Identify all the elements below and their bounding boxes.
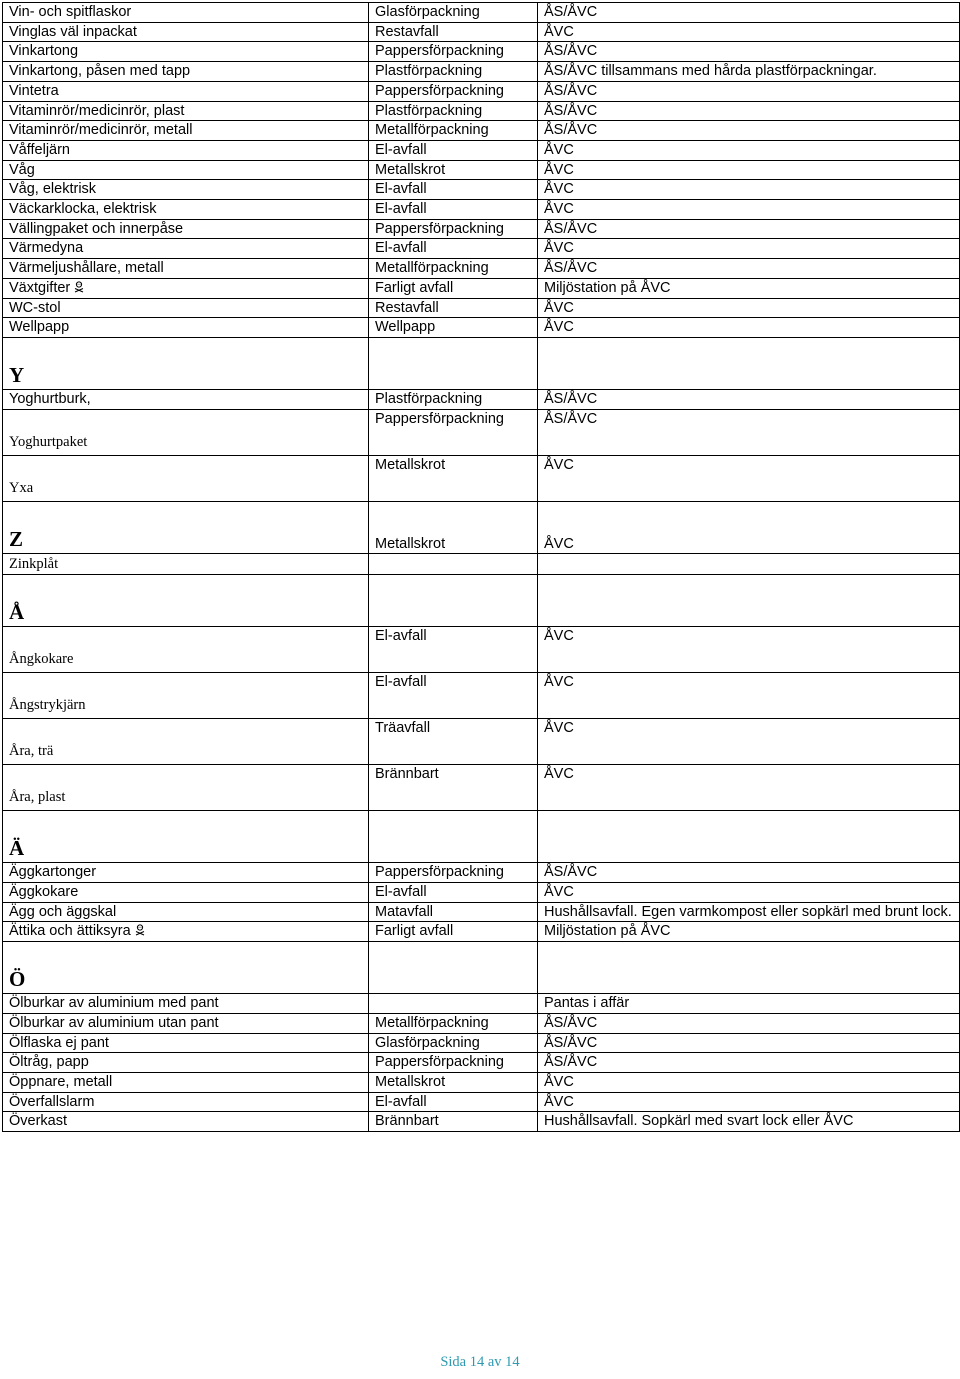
table-row <box>3 22 960 42</box>
item-name: Åra, plast <box>9 789 66 806</box>
section-heading-cell <box>3 337 369 389</box>
section-oe <box>3 942 960 1132</box>
section-z <box>3 501 960 575</box>
disposal-location: ÅS/ÅVC <box>538 81 960 101</box>
item-name: Ångstrykjärn <box>9 697 86 714</box>
item-name: Vitaminrör/medicinrör, plast <box>3 101 369 121</box>
disposal-location: ÅVC <box>538 719 960 765</box>
item-name: Våg, elektrisk <box>3 180 369 200</box>
section-heading-row <box>3 501 960 554</box>
item-name: Vällingpaket och innerpåse <box>3 219 369 239</box>
item-name: Äggkartonger <box>3 863 369 883</box>
item-name-cell <box>3 554 369 575</box>
waste-category: Farligt avfall <box>369 278 538 298</box>
table-row <box>3 42 960 62</box>
item-name-cell <box>3 409 369 455</box>
item-name: Överfallslarm <box>3 1092 369 1112</box>
waste-category: Plastförpackning <box>369 101 538 121</box>
table-row <box>3 318 960 338</box>
item-name-cell <box>3 719 369 765</box>
disposal-location: Hushållsavfall. Egen varmkompost eller sopkärl med brunt lock. <box>538 902 960 922</box>
section-heading: Ä <box>9 836 25 861</box>
item-name: Åra, trä <box>9 743 54 760</box>
item-name: Ägg och äggskal <box>3 902 369 922</box>
item-name: Vinkartong, påsen med tapp <box>3 62 369 82</box>
item-name: Zinkplåt <box>9 556 59 573</box>
item-name: Öltråg, papp <box>3 1053 369 1073</box>
item-name: Äggkokare <box>3 883 369 903</box>
page-number: Sida 14 av 14 <box>440 1354 520 1370</box>
table-row <box>3 902 960 922</box>
waste-category: Metallskrot <box>369 455 538 501</box>
disposal-location: ÅS/ÅVC <box>538 3 960 23</box>
item-name-cell <box>3 627 369 673</box>
waste-category: Wellpapp <box>369 318 538 338</box>
table-row <box>3 719 960 765</box>
item-name: Yoghurtburk, <box>3 389 369 409</box>
table-row <box>3 455 960 501</box>
waste-category: Metallförpackning <box>369 259 538 279</box>
table-row <box>3 1072 960 1092</box>
table-row <box>3 1013 960 1033</box>
disposal-location: ÅVC <box>538 455 960 501</box>
disposal-location: ÅS/ÅVC <box>538 1013 960 1033</box>
item-name: Växtgifter <box>9 279 71 296</box>
waste-category: El-avfall <box>369 673 538 719</box>
item-name: Öppnare, metall <box>3 1072 369 1092</box>
item-name: Väckarklocka, elektrisk <box>3 200 369 220</box>
disposal-location: ÅVC <box>538 180 960 200</box>
waste-category: Plastförpackning <box>369 62 538 82</box>
waste-category: Pappersförpackning <box>369 1053 538 1073</box>
section-heading: Ö <box>9 967 26 992</box>
section-heading: Y <box>9 362 25 387</box>
waste-category: El-avfall <box>369 140 538 160</box>
item-name: Yoghurtpaket <box>9 433 88 450</box>
item-name-cell <box>3 455 369 501</box>
waste-category: Pappersförpackning <box>369 409 538 455</box>
waste-category: Restavfall <box>369 22 538 42</box>
section-heading-row <box>3 811 960 863</box>
waste-category: El-avfall <box>369 180 538 200</box>
table-row <box>3 160 960 180</box>
item-name: WC-stol <box>3 298 369 318</box>
waste-category: Plastförpackning <box>369 389 538 409</box>
item-name: Ångkokare <box>9 651 74 668</box>
waste-category: Brännbart <box>369 765 538 811</box>
table-row <box>3 140 960 160</box>
waste-category: Glasförpackning <box>369 3 538 23</box>
item-name-cell <box>3 922 369 942</box>
item-name-cell <box>3 765 369 811</box>
disposal-location: ÅVC <box>538 883 960 903</box>
section-heading-row <box>3 942 960 994</box>
disposal-location: ÅS/ÅVC <box>538 42 960 62</box>
section-heading: Z <box>9 526 24 551</box>
table-row <box>3 121 960 141</box>
table-row <box>3 200 960 220</box>
section-y <box>3 337 960 501</box>
waste-category: Metallförpackning <box>369 121 538 141</box>
waste-category <box>369 994 538 1014</box>
item-name: Vintetra <box>3 81 369 101</box>
table-row <box>3 994 960 1014</box>
item-name: Yxa <box>9 479 34 496</box>
waste-category: Matavfall <box>369 902 538 922</box>
item-name: Ölburkar av aluminium med pant <box>3 994 369 1014</box>
table-row <box>3 627 960 673</box>
waste-category: El-avfall <box>369 239 538 259</box>
waste-category: Farligt avfall <box>369 922 538 942</box>
table-row <box>3 1092 960 1112</box>
waste-category: Metallförpackning <box>369 1013 538 1033</box>
item-name: Överkast <box>3 1112 369 1132</box>
table-row <box>3 239 960 259</box>
table-row <box>3 922 960 942</box>
section-ae <box>3 811 960 942</box>
section-heading-cell <box>3 811 369 863</box>
disposal-location: ÅVC <box>538 298 960 318</box>
disposal-location: ÅS/ÅVC tillsammans med hårda plastförpackningar. <box>538 62 960 82</box>
table-row <box>3 3 960 23</box>
table-row <box>3 101 960 121</box>
disposal-location: Pantas i affär <box>538 994 960 1014</box>
section-heading-row <box>3 575 960 627</box>
disposal-location: ÅS/ÅVC <box>538 863 960 883</box>
table-row <box>3 219 960 239</box>
waste-category: Pappersförpackning <box>369 863 538 883</box>
skull-crossbones-icon <box>73 281 85 293</box>
table-row <box>3 81 960 101</box>
disposal-location: ÅS/ÅVC <box>538 389 960 409</box>
table-row <box>3 883 960 903</box>
waste-category: El-avfall <box>369 627 538 673</box>
waste-sorting-table <box>2 2 960 1132</box>
item-name: Ölburkar av aluminium utan pant <box>3 1013 369 1033</box>
waste-category: El-avfall <box>369 883 538 903</box>
section-v <box>3 3 960 338</box>
section-heading: Å <box>9 600 25 625</box>
item-name-cell <box>3 278 369 298</box>
section-heading-cell <box>3 942 369 994</box>
disposal-location: ÅVC <box>538 1092 960 1112</box>
item-name: Ättika och ättiksyra <box>9 923 131 940</box>
disposal-location: ÅS/ÅVC <box>538 1053 960 1073</box>
waste-category: Brännbart <box>369 1112 538 1132</box>
disposal-location: ÅVC <box>538 627 960 673</box>
disposal-location: ÅVC <box>538 140 960 160</box>
disposal-location: ÅVC <box>538 318 960 338</box>
section-aa <box>3 575 960 811</box>
disposal-location: ÅVC <box>538 239 960 259</box>
table-row <box>3 180 960 200</box>
disposal-location: ÅS/ÅVC <box>538 219 960 239</box>
item-name: Ölflaska ej pant <box>3 1033 369 1053</box>
item-name: Våg <box>3 160 369 180</box>
disposal-location: ÅVC <box>538 673 960 719</box>
item-name-cell <box>3 673 369 719</box>
table-row <box>3 1033 960 1053</box>
disposal-location: ÅS/ÅVC <box>538 101 960 121</box>
item-name: Vitaminrör/medicinrör, metall <box>3 121 369 141</box>
disposal-location: Hushållsavfall. Sopkärl med svart lock eller ÅVC <box>538 1112 960 1132</box>
disposal-location: ÅVC <box>538 765 960 811</box>
table-row <box>3 1112 960 1132</box>
disposal-location: ÅVC <box>538 200 960 220</box>
table-row <box>3 62 960 82</box>
item-name: Våffeljärn <box>3 140 369 160</box>
item-name: Värmedyna <box>3 239 369 259</box>
waste-category: El-avfall <box>369 1092 538 1112</box>
item-name: Wellpapp <box>3 318 369 338</box>
waste-category: Restavfall <box>369 298 538 318</box>
disposal-location: ÅVC <box>538 160 960 180</box>
waste-category: Metallskrot <box>369 1072 538 1092</box>
disposal-location: Miljöstation på ÅVC <box>538 278 960 298</box>
waste-category: Metallskrot <box>369 160 538 180</box>
table-row <box>3 259 960 279</box>
table-row <box>3 554 960 575</box>
disposal-location: ÅVC <box>538 22 960 42</box>
table-row <box>3 389 960 409</box>
disposal-location: ÅVC <box>538 501 960 554</box>
waste-category: Pappersförpackning <box>369 42 538 62</box>
table-row <box>3 765 960 811</box>
section-heading-cell <box>3 575 369 627</box>
waste-category: Metallskrot <box>369 501 538 554</box>
disposal-location: ÅS/ÅVC <box>538 259 960 279</box>
table-row <box>3 863 960 883</box>
section-heading-row <box>3 337 960 389</box>
item-name: Värmeljushållare, metall <box>3 259 369 279</box>
disposal-location: ÅS/ÅVC <box>538 1033 960 1053</box>
item-name: Vin- och spitflaskor <box>3 3 369 23</box>
waste-category: Träavfall <box>369 719 538 765</box>
disposal-location: ÅVC <box>538 1072 960 1092</box>
disposal-location: ÅS/ÅVC <box>538 121 960 141</box>
waste-category: Pappersförpackning <box>369 81 538 101</box>
item-name: Vinglas väl inpackat <box>3 22 369 42</box>
item-name: Vinkartong <box>3 42 369 62</box>
waste-category: El-avfall <box>369 200 538 220</box>
section-heading-cell <box>3 501 369 554</box>
table-row <box>3 409 960 455</box>
table-row <box>3 1053 960 1073</box>
waste-category: Pappersförpackning <box>369 219 538 239</box>
disposal-location: ÅS/ÅVC <box>538 409 960 455</box>
waste-category: Glasförpackning <box>369 1033 538 1053</box>
table-row <box>3 298 960 318</box>
skull-crossbones-icon <box>134 924 146 936</box>
disposal-location: Miljöstation på ÅVC <box>538 922 960 942</box>
table-row <box>3 673 960 719</box>
table-row <box>3 278 960 298</box>
